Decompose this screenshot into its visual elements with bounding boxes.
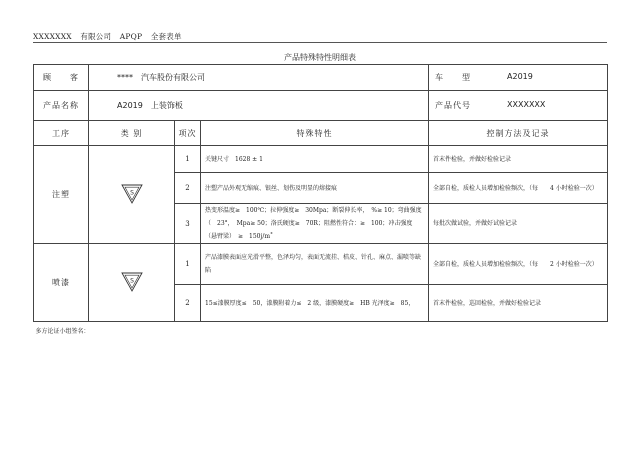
vehicle-value: A2019 xyxy=(507,72,533,81)
signature-row xyxy=(34,322,608,342)
page-title: 产品特殊特性明细表 xyxy=(284,53,356,62)
vehicle-cell xyxy=(429,65,608,91)
control-text: 首末件检验，并做好检验记录 xyxy=(429,146,608,173)
col-characteristic: 特殊特性 xyxy=(201,121,429,146)
special-characteristic-icon xyxy=(121,272,143,294)
col-category: 类 别 xyxy=(89,121,175,146)
control-text: 每批次做试验，并做好试验记录 xyxy=(429,204,608,244)
col-process: 工序 xyxy=(34,121,89,146)
special-characteristic-icon xyxy=(121,184,143,206)
characteristic-text: 热变形温度≥ 100℃；拉伸强度≥ 30Mpa；断裂伸长率， %≥ 10；弯曲强度（ 23°， Mpa≥ 50；洛氏硬度≥ 70R；阻燃性符合：≥ 100；冲击强度（悬臂梁） ≥ 150j/m˚ xyxy=(201,204,429,244)
item-no: 3 xyxy=(175,204,201,244)
header-divider xyxy=(33,42,607,43)
category-cell xyxy=(89,146,175,244)
item-no: 2 xyxy=(175,173,201,204)
product-code-value: XXXXXXX xyxy=(507,100,546,109)
col-item-no: 项次 xyxy=(175,121,201,146)
column-header-row xyxy=(34,121,608,146)
category-cell xyxy=(89,244,175,322)
vehicle-label: 车 型 xyxy=(435,73,472,82)
item-no: 1 xyxy=(175,146,201,173)
product-name-value: A2019 上装饰板 xyxy=(89,91,429,121)
product-code-cell xyxy=(429,91,608,121)
company-code: XXXXXXX xyxy=(33,32,72,41)
doc-set-label: 全套表单 xyxy=(150,32,182,41)
control-text: 首末件检验，巡回检验，并做好检验记录 xyxy=(429,285,608,322)
characteristic-text: 产品漆膜表面应光滑平整，色泽均匀，表面无流挂、桔皮、针孔、麻点、漏喷等缺陷 xyxy=(201,244,429,285)
characteristic-text: 关键尺寸 1628 ± 1 xyxy=(201,146,429,173)
product-code-label: 产品代号 xyxy=(435,101,472,110)
characteristic-text: 注塑产品外观无缩痕、银丝、划伤及明显的熔接痕 xyxy=(201,173,429,204)
customer-label: 顾 客 xyxy=(34,65,89,91)
product-name-label: 产品名称 xyxy=(34,91,89,121)
svg-text:S: S xyxy=(129,277,134,284)
item-no: 2 xyxy=(175,285,201,322)
product-row xyxy=(34,91,608,121)
signature-label: 多方论证小组签名： xyxy=(34,322,608,342)
control-text: 全部自检，质检人员增加检验频次，（每 2 小时检验一次） xyxy=(429,244,608,285)
item-no: 1 xyxy=(175,244,201,285)
process-cell: 注塑 xyxy=(34,146,89,244)
apqp-label: APQP xyxy=(119,32,143,41)
company-suffix: 有限公司 xyxy=(80,32,112,41)
table-row xyxy=(34,146,608,173)
process-cell: 喷漆 xyxy=(34,244,89,322)
customer-value: **** 汽车股份有限公司 xyxy=(89,65,429,91)
characteristic-text: 15≤漆膜厚度≤ 50，漆膜附着力≤ 2 级，漆膜硬度≥ HB 光泽度≥ 85， xyxy=(201,285,429,322)
table-row xyxy=(34,244,608,285)
control-text: 全部自检，质检人员增加检验频次，（每 4 小时检验一次） xyxy=(429,173,608,204)
special-characteristics-table xyxy=(33,64,608,342)
svg-text:S: S xyxy=(129,189,134,196)
customer-row xyxy=(34,65,608,91)
col-control: 控制方法及记录 xyxy=(429,121,608,146)
document-header xyxy=(33,31,188,42)
